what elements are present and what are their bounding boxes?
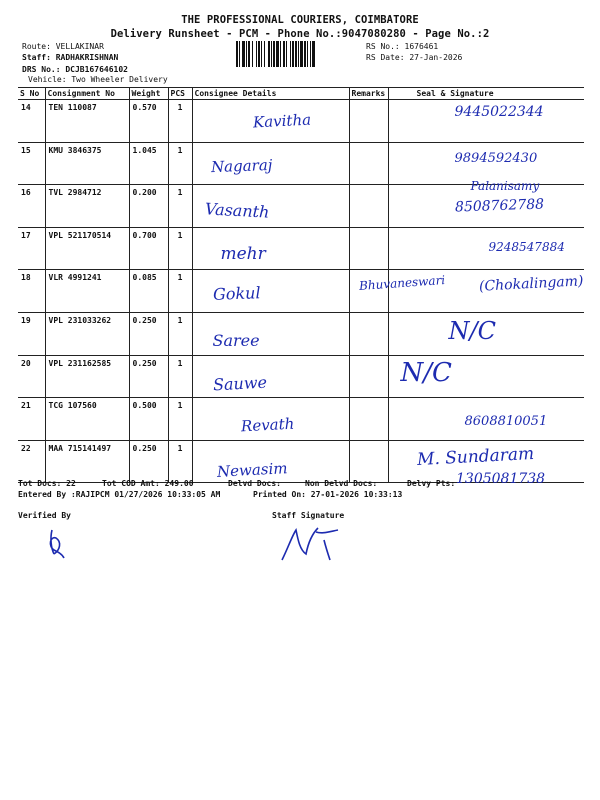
row-signature (358, 270, 584, 313)
consignee-name-handwritten: Newasim (216, 458, 288, 481)
row-weight: 0.085 (129, 270, 168, 313)
row-remarks (349, 440, 388, 483)
extra-handwritten-note: Bhuvaneswari (358, 273, 446, 294)
row-remarks (349, 185, 388, 228)
row-pcs: 1 (168, 142, 192, 185)
row-remarks (349, 100, 388, 143)
route-label: Route: VELLAKINAR (22, 42, 104, 51)
row-consignee (192, 312, 349, 355)
row-remarks (349, 142, 388, 185)
row-consignee (192, 398, 349, 441)
verifier-signature (42, 524, 82, 564)
entered-by: Entered By :RAJIPCM 01/27/2026 10:33:05 AM (18, 490, 221, 499)
table-header-row (18, 88, 584, 100)
row-pcs: 1 (168, 227, 192, 270)
delivered-docs: Delvd Docs: (228, 479, 281, 488)
total-docs: Tot Docs: 22 (18, 479, 76, 488)
row-sno: 20 (18, 355, 45, 398)
row-consignee (192, 227, 349, 270)
row-weight: 1.045 (129, 142, 168, 185)
row-pcs: 1 (168, 440, 192, 483)
non-delivered-docs: Non Delvd Docs: (305, 479, 378, 488)
consignee-name-handwritten: Saree (212, 330, 260, 350)
recipient-signature-handwritten: 9248547884 (488, 239, 565, 254)
row-consignment: TCG 107560 (45, 398, 129, 441)
row-remarks (349, 312, 388, 355)
row-consignment: VPL 231162585 (45, 355, 129, 398)
row-signature (388, 100, 584, 143)
row-weight: 0.570 (129, 100, 168, 143)
delivery-points: Delvy Pts: (407, 479, 456, 488)
recipient-signature-handwritten: (Chokalingam) (478, 273, 584, 296)
table-row (18, 355, 584, 398)
table-row (18, 185, 584, 228)
row-weight: 0.200 (129, 185, 168, 228)
consignee-name-handwritten: Revath (240, 414, 295, 436)
row-weight: 0.250 (129, 312, 168, 355)
staff-signature-mark (278, 520, 348, 565)
row-consignment: VPL 521170514 (45, 227, 129, 270)
row-consignment: KMU 3846375 (45, 142, 129, 185)
row-consignee (192, 355, 349, 398)
recipient-signature-handwritten: 9445022344 (454, 104, 544, 120)
col-consignment: Consignment No (45, 88, 129, 100)
rs-number: RS No.: 1676461 (366, 42, 439, 51)
row-pcs: 1 (168, 185, 192, 228)
total-cod: Tot COD Amt: 249.00 (102, 479, 194, 488)
col-pcs: PCS (168, 88, 192, 100)
delivery-points-handwritten: 1305081738 (456, 471, 546, 487)
recipient-signature-handwritten: 8608810051 (464, 414, 548, 430)
company-name: THE PROFESSIONAL COURIERS, COIMBATORE (181, 14, 419, 26)
row-signature (388, 312, 584, 355)
row-sno: 18 (18, 270, 45, 313)
row-pcs: 1 (168, 100, 192, 143)
row-weight: 0.250 (129, 355, 168, 398)
row-consignee (192, 440, 349, 483)
row-remarks (349, 398, 388, 441)
row-consignment: TVL 2984712 (45, 185, 129, 228)
row-sno: 19 (18, 312, 45, 355)
consignee-name-handwritten: Sauwe (212, 372, 267, 394)
row-consignment: MAA 715141497 (45, 440, 129, 483)
row-sno: 21 (18, 398, 45, 441)
staff-signature-label: Staff Signature (272, 511, 345, 520)
row-pcs: 1 (168, 355, 192, 398)
row-consignee (192, 270, 349, 313)
col-remarks: Remarks (349, 88, 388, 100)
recipient-signature-handwritten: N/C (400, 357, 452, 388)
row-consignee (192, 100, 349, 143)
row-consignment: TEN 110087 (45, 100, 129, 143)
row-sno: 17 (18, 227, 45, 270)
col-weight: Weight (129, 88, 168, 100)
printed-on: Printed On: 27-01-2026 10:33:13 (253, 490, 403, 499)
col-sno: S No (18, 88, 45, 100)
staff-label: Staff: RADHAKRISHNAN (22, 53, 119, 62)
consignee-name-handwritten: mehr (220, 243, 266, 264)
barcode (236, 41, 362, 67)
row-pcs: 1 (168, 398, 192, 441)
row-sno: 15 (18, 142, 45, 185)
table-row (18, 227, 584, 270)
row-signature (388, 398, 584, 441)
consignee-name-handwritten: Kavitha (252, 110, 311, 132)
row-remarks (349, 355, 388, 398)
row-weight: 0.700 (129, 227, 168, 270)
recipient-signature-handwritten: N/C (448, 316, 496, 345)
row-weight: 0.250 (129, 440, 168, 483)
drs-number: DRS No.: DCJB167646102 (22, 65, 128, 74)
row-sno: 22 (18, 440, 45, 483)
col-consignee: Consignee Details (192, 88, 349, 100)
row-pcs: 1 (168, 312, 192, 355)
verified-by-label: Verified By (18, 511, 71, 520)
runsheet-subtitle: Delivery Runsheet - PCM - Phone No.:9047080280 - Page No.:2 (110, 28, 490, 40)
table-row (18, 312, 584, 355)
row-signature (388, 179, 584, 228)
row-consignee (192, 142, 349, 185)
consignee-name-handwritten: Vasanth (204, 199, 270, 222)
recipient-signature-handwritten: M. Sundaram (416, 443, 535, 470)
rs-date: RS Date: 27-Jan-2026 (366, 53, 463, 62)
row-signature (388, 355, 584, 398)
row-consignment: VPL 231033262 (45, 312, 129, 355)
table-row (18, 100, 584, 143)
recipient-signature-handwritten: 8508762788 (454, 196, 544, 216)
row-weight: 0.500 (129, 398, 168, 441)
vehicle-label: Vehicle: Two Wheeler Delivery (28, 75, 168, 84)
extra-handwritten-note: Palanisamy (470, 179, 540, 194)
col-signature: Seal & Signature (388, 88, 584, 100)
row-signature (388, 227, 584, 270)
consignee-name-handwritten: Gokul (212, 283, 261, 305)
row-consignee (192, 185, 349, 228)
recipient-signature-handwritten: 9894592430 (454, 150, 538, 166)
table-row (18, 398, 584, 441)
row-remarks (349, 227, 388, 270)
row-pcs: 1 (168, 270, 192, 313)
row-sno: 14 (18, 100, 45, 143)
table-row (18, 270, 584, 313)
row-consignment: VLR 4991241 (45, 270, 129, 313)
runsheet-table (18, 87, 584, 483)
row-sno: 16 (18, 185, 45, 228)
consignee-name-handwritten: Nagaraj (210, 155, 273, 176)
